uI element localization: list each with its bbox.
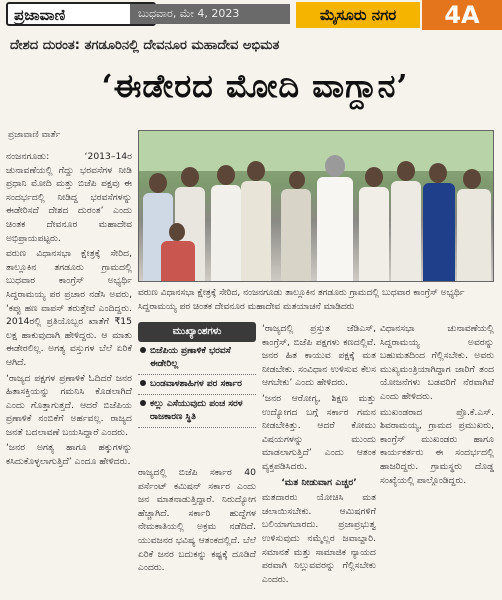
highlight-item — [138, 395, 256, 428]
section-name: ಮೈಸೂರು ನಗರ — [296, 2, 420, 28]
photo-caption: ವರುಣ ವಿಧಾನಸಭಾ ಕ್ಷೇತ್ರಕ್ಕೆ ಸೇರಿದ, ನಂಜನಗೂಡು ತಾಲ್ಲೂಕಿನ ತಗಡೂರು ಗ್ರಾಮದಲ್ಲಿ ಬುಧವಾರ ಕಾಂಗ್ರೆಸ್ ಅಭ್ಯರ್ಥಿ ಸಿದ್ದರಾಮಯ್ಯ ಪರ ಚಿಂತಕ ದೇವನೂರ ಮಹಾದೇವ ಮತಯಾಚನೆ ಮಾಡಿದರು — [138, 288, 465, 312]
paragraph: ನಂಜನಗೂಡು: ‘2013–14ರ ಚುನಾವಣೆಯಲ್ಲಿ ಗೆದ್ದು ಭರವಸೆಗಳ ನೀಡಿ ಪ್ರಧಾನಿ ಮೋದಿ ಮತ್ತು ಬಿಜೆಪಿ ಪಕ್ಷವು ಈ ಸಂದರ್ಭದಲ್ಲಿ ನೀಡಿದ್ದ ಭರವಸೆಗಳನ್ನು ಈಡೇರಿಸದೆ ದೇಶದ ದುರಂತ’ ಎಂದು ಚಿಂತಕ ದೇವನೂರ ಮಹಾದೇವ ಅಭಿಪ್ರಾಯಪಟ್ಟರು. — [6, 151, 132, 244]
paragraph: ಮುಖಂಡರಾದ ಪ್ರೊ.ಕೆ.ಎಸ್. ಶಿವರಾಮಯ್ಯ, ಗ್ರಾಮದ ಪ್ರಮುಖರು, ಕಾಂಗ್ರೆಸ್ ಮುಖಂಡರು ಹಾಗೂ ಕಾರ್ಯಕರ್ತರು ಈ ಸಂದರ್ಭದಲ್ಲಿ ಹಾಜರಿದ್ದರು. ಗ್ರಾಮಸ್ಥರು ದೊಡ್ಡ ಸಂಖ್ಯೆಯಲ್ಲಿ ಪಾಲ್ಗೊಂಡಿದ್ದರು. — [380, 406, 494, 486]
article-kicker: ದೇಶದ ದುರಂತ: ತಗಡೂರಿನಲ್ಲಿ ದೇವನೂರ ಮಹಾದೇವ ಅಭಿಮತ — [10, 38, 280, 53]
highlight-text: ಕಲ್ಲು ಎಸೆಯುವುದು ಪಂಚ ಸರಳ ರಾಜಕಾರಣ ಸ್ಥಿತಿ — [150, 399, 243, 422]
article-column-2 — [138, 466, 256, 598]
bullet-icon — [140, 380, 146, 386]
article-column-1 — [6, 150, 132, 598]
highlight-item — [138, 375, 256, 395]
page-number: 4A — [422, 0, 502, 30]
paragraph: ಮತದಾರರು ಯೋಚಿಸಿ ಮತ ಚಲಾಯಿಸಬೇಕು. ಆಮಿಷಗಳಿಗೆ ಬಲಿಯಾಗಬಾರದು. ಪ್ರಜಾಪ್ರಭುತ್ವ ಉಳಿಸುವುದು ನಮ್ಮೆಲ್ಲರ ಜವಾಬ್ದಾರಿ. ಸಮಾನತೆ ಮತ್ತು ಸಾಮಾಜಿಕ ನ್ಯಾಯದ ಪರವಾಗಿ ನಿಲ್ಲುವವರನ್ನು ಗೆಲ್ಲಿಸಬೇಕು ಎಂದರು. — [262, 492, 376, 585]
issue-date: ಬುಧವಾರ, ಮೇ 4, 2023 — [130, 4, 290, 24]
paragraph: ‘ಜನರ ಆರೋಗ್ಯ, ಶಿಕ್ಷಣ ಮತ್ತು ಉದ್ಯೋಗದ ಬಗ್ಗೆ ಸರ್ಕಾರ ಗಮನ ನೀಡಬೇಕಿತ್ತು. ಆದರೆ ಕೋಮು ವಿಷಯಗಳನ್ನು ಮುಂದು ಮಾಡಲಾಗುತ್ತಿದೆ’ ಎಂದು ಆತಂಕ ವ್ಯಕ್ತಪಡಿಸಿದರು. — [262, 392, 376, 472]
highlights-box — [138, 322, 256, 462]
news-photo — [138, 130, 494, 282]
article-column-3 — [262, 322, 376, 598]
paragraph: ‘ರಾಜ್ಯದಲ್ಲಿ ಪ್ರಸ್ತುತ ಜೆಡಿಎಸ್, ಕಾಂಗ್ರೆಸ್, ಬಿಜೆಪಿ ಪಕ್ಷಗಳು ಕಣದಲ್ಲಿವೆ. ಜನರ ಹಿತ ಕಾಯುವ ಪಕ್ಷಕ್ಕೆ ಮತ ನೀಡಬೇಕು. ಸಂವಿಧಾನ ಉಳಿಸುವ ಕೆಲಸ ಆಗಬೇಕು’ ಎಂದು ಹೇಳಿದರು. — [262, 323, 376, 389]
column-subhead: ‘ಮತ ನೀಡುವಾಗ ಎಚ್ಚರ’ — [281, 476, 357, 488]
article-headline: ‘ಈಡೇರದ ಮೋದಿ ವಾಗ್ದಾನ’ — [101, 67, 409, 105]
paragraph: ‘ರಾಜ್ಯದ ಪಕ್ಷಗಳ ಪ್ರಣಾಳಿಕೆ ಓದಿದರೆ ಜನರ ಹಿತಾಸಕ್ತಿಯನ್ನು ಗಮನಿಸಿ ಕೊಡಲಾಗಿದೆ ಎಂದು ಗೊತ್ತಾಗುತ್ತದೆ. ಆದರೆ ಬಿಜೆಪಿಯ ಪ್ರಣಾಳಿಕೆ ನಂಬಿಕೆಗೆ ಅರ್ಹವಲ್ಲ. ರಾಜ್ಯದ ಜನತೆ ಬದಲಾವಣೆ ಬಯಸಿದ್ದಾರೆ ಎಂದರು. — [6, 372, 132, 438]
masthead — [0, 0, 502, 28]
highlight-text: ಬಂಡವಾಳಶಾಹಿಗಳ ಪರ ಸರ್ಕಾರ — [150, 379, 242, 389]
paragraph: ವರುಣ ವಿಧಾನಸಭಾ ಕ್ಷೇತ್ರಕ್ಕೆ ಸೇರಿದ, ತಾಲ್ಲೂಕಿನ ತಗಡೂರು ಗ್ರಾಮದಲ್ಲಿ ಬುಧವಾರ ಕಾಂಗ್ರೆಸ್ ಅಭ್ಯರ್ಥಿ ಸಿದ್ದರಾಮಯ್ಯ ಪರ ಪ್ರಚಾರ ನಡೆಸಿ ಅವರು, ‘ಕಪ್ಪು ಹಣ ವಾಪಸ್ ತರುತ್ತೇವೆ ಎಂದಿದ್ದರು. 2014ರಲ್ಲಿ ಪ್ರತಿಯೊಬ್ಬರ ಖಾತೆಗೆ ₹15 ಲಕ್ಷ ಹಾಕುವುದಾಗಿ ಹೇಳಿದ್ದರು. ಆ ಮಾತು ಈಡೇರಲಿಲ್ಲ. ಅಗತ್ಯ ವಸ್ತುಗಳ ಬೆಲೆ ಏರಿಕೆ ಆಗಿದೆ. — [6, 248, 132, 368]
article-column-4 — [380, 322, 494, 598]
bullet-icon — [140, 347, 146, 353]
paragraph: ವಿಧಾನಸಭಾ ಚುನಾವಣೆಯಲ್ಲಿ ಸಿದ್ದರಾಮಯ್ಯ ಅವರನ್ನು ಬಹುಮತದಿಂದ ಗೆಲ್ಲಿಸಬೇಕು. ಅವರು ಮುಖ್ಯಮಂತ್ರಿಯಾಗಿದ್ದಾಗ ಜಾರಿಗೆ ತಂದ ಯೋಜನೆಗಳು ಬಡವರಿಗೆ ನೆರವಾಗಿವೆ ಎಂದು ಹೇಳಿದರು. — [380, 323, 494, 402]
bullet-icon — [140, 400, 146, 406]
paragraph: ‘ಜನರ ಅಗತ್ಯ ಹಾಗೂ ಹಕ್ಕುಗಳನ್ನು ಕಸಿದುಕೊಳ್ಳಲಾಗುತ್ತಿದೆ’ ಎಂದೂ ಹೇಳಿದರು. — [6, 442, 132, 468]
newspaper-name: ಪ್ರಜಾವಾಣಿ — [6, 2, 156, 26]
highlight-text: ಬಿಜೆಪಿಯ ಪ್ರಣಾಳಿಕೆ ಭರವಸೆ ಈಡೇರಿಲ್ಲ — [150, 346, 231, 369]
article-byline: ಪ್ರಜಾವಾಣಿ ವಾರ್ತೆ — [8, 130, 61, 140]
highlights-heading: ಮುಖ್ಯಾಂಶಗಳು — [138, 322, 256, 342]
highlight-item — [138, 342, 256, 375]
paragraph: ರಾಜ್ಯದಲ್ಲಿ ಬಿಜೆಪಿ ಸರ್ಕಾರ 40 ಪರ್ಸೆಂಟ್ ಕಮಿಷನ್ ಸರ್ಕಾರ ಎಂದು ಜನ ಮಾತನಾಡುತ್ತಿದ್ದಾರೆ. ನಿರುದ್ಯೋಗ ಹೆಚ್ಚಾಗಿದೆ. ಸರ್ಕಾರಿ ಹುದ್ದೆಗಳ ನೇಮಕಾತಿಯಲ್ಲಿ ಅಕ್ರಮ ನಡೆದಿದೆ. ಯುವಜನರ ಭವಿಷ್ಯ ಆತಂಕದಲ್ಲಿದೆ. ಬೆಲೆ ಏರಿಕೆ ಜನರ ಬದುಕನ್ನು ಕಷ್ಟಕ್ಕೆ ದೂಡಿದೆ ಎಂದರು. — [138, 467, 256, 574]
